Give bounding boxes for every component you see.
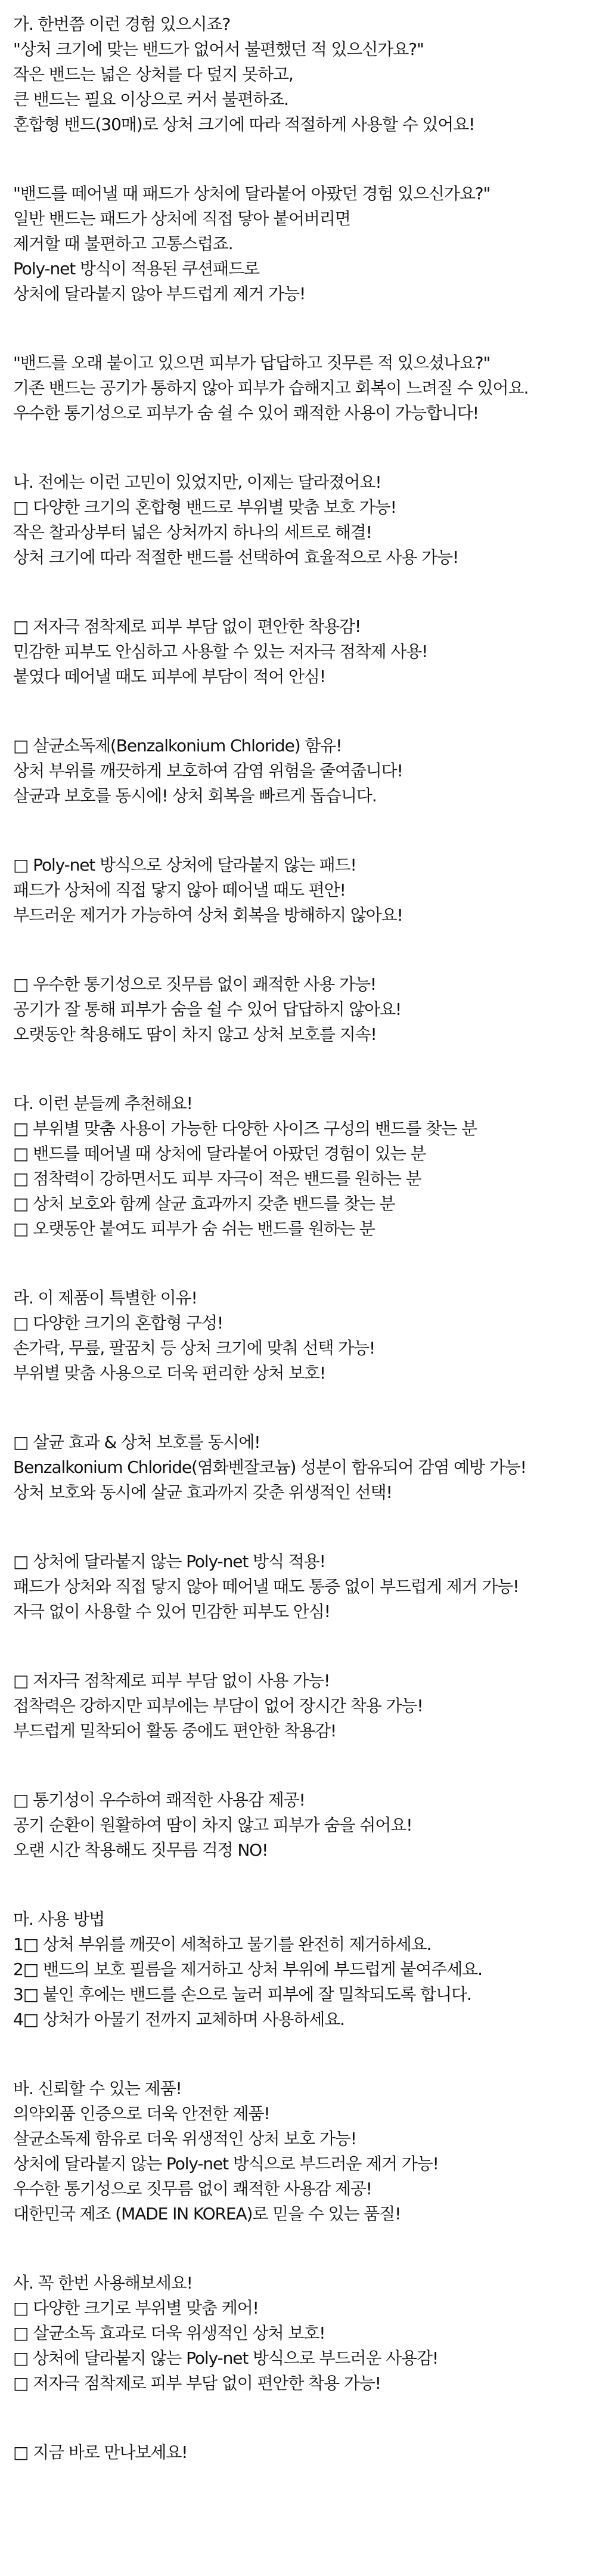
blank-line: [13, 699, 596, 724]
text-line: □ 살균소독제(Benzalkonium Chloride) 함유!: [13, 736, 342, 756]
blank-line: [13, 1395, 596, 1420]
text-line: □ 저자극 점착제로 피부 부담 없이 편안한 착용감!: [13, 617, 361, 636]
text-line: 패드가 상처와 직접 닿지 않아 떼어낼 때도 통증 없이 부드럽게 제거 가능!: [13, 1577, 519, 1596]
text-line: "밴드를 오래 붙이고 있으면 피부가 답답하고 짓무른 적 있으셨나요?": [13, 353, 491, 373]
text-line: □ 저자극 점착제로 피부 부담 없이 사용 가능!: [13, 1671, 330, 1690]
text-line: 패드가 상처에 직접 닿지 않아 떼어낼 때도 편안!: [13, 880, 346, 900]
text-line: 라. 이 제품이 특별한 이유!: [13, 1288, 197, 1308]
text-line: □ 상처에 달라붙지 않는 Poly-net 방식 적용!: [13, 1552, 325, 1571]
text-line: 공기가 잘 통해 피부가 숨을 쉴 수 있어 답답하지 않아요!: [13, 999, 402, 1019]
text-line: 살균소독제 함유로 더욱 위생적인 상처 보호 가능!: [13, 2129, 356, 2148]
text-line: 상처 크기에 따라 적절한 밴드를 선택하여 효율적으로 사용 가능!: [13, 547, 459, 567]
blank-line: [13, 1753, 596, 1778]
text-line: 살균과 보호를 동시에! 상처 회복을 빠르게 돕습니다.: [13, 786, 377, 806]
text-line: 작은 밴드는 넓은 상처를 다 덮지 못하고,: [13, 64, 293, 84]
text-line: 오랫동안 착용해도 땀이 차지 않고 상처 보호를 지속!: [13, 1024, 377, 1044]
text-line: 손가락, 무릎, 팔꿈치 등 상처 크기에 맞춰 선택 가능!: [13, 1338, 375, 1358]
text-line: 붙였다 떼어낼 때도 피부에 부담이 적어 안심!: [13, 667, 325, 686]
blank-line: [13, 2405, 596, 2431]
text-line: □ 다양한 크기의 혼합형 밴드로 부위별 맞춤 보호 가능!: [13, 497, 396, 517]
text-line: 가. 한번쯤 이런 경험 있으시죠?: [13, 14, 231, 34]
text-line: 의약외품 인증으로 더욱 안전한 제품!: [13, 2104, 270, 2123]
text-line: 부위별 맞춤 사용으로 더욱 편리한 상처 보호!: [13, 1363, 325, 1383]
text-line: "상처 크기에 맞는 밴드가 없어서 불편했던 적 있으신가요?": [13, 39, 424, 59]
text-line: 부드러운 제거가 가능하여 상처 회복을 방해하지 않아요!: [13, 905, 403, 925]
text-line: 마. 사용 방법: [13, 1909, 105, 1929]
text-line: 상처에 달라붙지 않는 Poly-net 방식으로 부드러운 제거 가능!: [13, 2154, 439, 2174]
text-line: □ 살균소독 효과로 더욱 위생적인 상처 보호!: [13, 2323, 325, 2343]
text-line: 나. 전에는 이런 고민이 있었지만, 이제는 달라졌어요!: [13, 472, 381, 492]
blank-line: [13, 818, 596, 843]
text-line: Poly-net 방식이 적용된 쿠션패드로: [13, 259, 259, 278]
text-line: 사. 꼭 한번 사용해보세요!: [13, 2273, 193, 2293]
text-line: "밴드를 떼어낼 때 패드가 상처에 달라붙어 아팠던 경험 있으신가요?": [13, 184, 491, 203]
text-line: 기존 밴드는 공기가 통하지 않아 피부가 습해지고 회복이 느려질 수 있어요.: [13, 378, 529, 398]
text-line: □ 상처 보호와 함께 살균 효과까지 갖춘 밴드를 찾는 분: [13, 1194, 395, 1213]
text-line: 1□ 상처 부위를 깨끗이 세척하고 물기를 완전히 제거하세요.: [13, 1934, 432, 1954]
blank-line: [13, 435, 596, 460]
text-line: □ 지금 바로 만나보세요!: [13, 2442, 188, 2462]
text-line: □ 다양한 크기로 부위별 맞춤 케어!: [13, 2298, 259, 2318]
text-line: 큰 밴드는 필요 이상으로 커서 불편하죠.: [13, 89, 288, 109]
text-line: 접착력은 강하지만 피부에는 부담이 없어 장시간 착용 가능!: [13, 1696, 423, 1716]
blank-line: [13, 1251, 596, 1276]
text-line: 상처에 달라붙지 않아 부드럽게 제거 가능!: [13, 284, 306, 304]
text-line: □ Poly-net 방식으로 상처에 달라붙지 않는 패드!: [13, 855, 356, 875]
text-line: □ 상처에 달라붙지 않는 Poly-net 방식으로 부드러운 사용감!: [13, 2348, 439, 2368]
blank-line: [13, 316, 596, 341]
text-line: 바. 신뢰할 수 있는 제품!: [13, 2079, 182, 2098]
text-line: 우수한 통기성으로 짓무름 없이 쾌적한 사용감 제공!: [13, 2179, 372, 2199]
blank-line: [13, 2042, 596, 2067]
text-line: □ 오랫동안 붙여도 피부가 숨 쉬는 밴드를 원하는 분: [13, 1219, 375, 1239]
text-line: 혼합형 밴드(30매)로 상처 크기에 따라 적절하게 사용할 수 있어요!: [13, 114, 475, 134]
text-line: □ 저자극 점착제로 피부 부담 없이 편안한 착용 가능!: [13, 2373, 381, 2393]
text-line: □ 통기성이 우수하여 쾌적한 사용감 제공!: [13, 1790, 305, 1810]
text-line: 4□ 상처가 아물기 전까지 교체하며 사용하세요.: [13, 2010, 344, 2029]
text-line: □ 다양한 크기의 혼합형 구성!: [13, 1313, 224, 1333]
text-line: 작은 찰과상부터 넓은 상처까지 하나의 세트로 해결!: [13, 522, 372, 542]
text-line: 대한민국 제조 (MADE IN KOREA)로 믿을 수 있는 품질!: [13, 2204, 401, 2224]
text-line: □ 밴드를 떼어낼 때 상처에 달라붙어 아팠던 경험이 있는 분: [13, 1144, 426, 1163]
text-line: 상처 보호와 동시에 살균 효과까지 갖춘 위생적인 선택!: [13, 1482, 392, 1502]
blank-line: [13, 1634, 596, 1659]
text-line: 3□ 붙인 후에는 밴드를 손으로 눌러 피부에 잘 밀착되도록 합니다.: [13, 1984, 471, 2004]
text-line: □ 점착력이 강하면서도 피부 자극이 적은 밴드를 원하는 분: [13, 1169, 421, 1188]
text-line: □ 우수한 통기성으로 짓무름 없이 쾌적한 사용 가능!: [13, 974, 377, 994]
text-line: □ 부위별 맞춤 사용이 가능한 다양한 사이즈 구성의 밴드를 찾는 분: [13, 1119, 477, 1138]
text-line: 민감한 피부도 안심하고 사용할 수 있는 저자극 점착제 사용!: [13, 642, 428, 661]
text-line: 상처 부위를 깨끗하게 보호하여 감염 위험을 줄여줍니다!: [13, 761, 403, 781]
blank-line: [13, 2236, 596, 2261]
text-line: 우수한 통기성으로 피부가 숨 쉴 수 있어 쾌적한 사용이 가능합니다!: [13, 403, 479, 423]
text-line: □ 살균 효과 & 상처 보호를 동시에!: [13, 1432, 260, 1452]
text-line: Benzalkonium Chloride(염화벤잘코늄) 성분이 함유되어 감염 예방 가능!: [13, 1457, 526, 1477]
blank-line: [13, 1872, 596, 1897]
text-line: 부드럽게 밀착되어 활동 중에도 편안한 착용감!: [13, 1721, 337, 1741]
text-line: 제거할 때 불편하고 고통스럽죠.: [13, 234, 233, 253]
blank-line: [13, 1057, 596, 1082]
text-line: 2□ 밴드의 보호 필름을 제거하고 상처 부위에 부드럽게 붙여주세요.: [13, 1959, 482, 1979]
blank-line: [13, 937, 596, 962]
blank-line: [13, 1515, 596, 1540]
text-line: 자극 없이 사용할 수 있어 민감한 피부도 안심!: [13, 1602, 330, 1621]
text-line: 일반 밴드는 패드가 상처에 직접 닿아 붙어버리면: [13, 209, 350, 228]
text-line: 오랜 시간 착용해도 짓무름 걱정 NO!: [13, 1840, 268, 1860]
text-line: 공기 순환이 원활하여 땀이 차지 않고 피부가 숨을 쉬어요!: [13, 1815, 412, 1835]
text-line: 다. 이런 분들께 추천해요!: [13, 1094, 193, 1113]
blank-line: [13, 147, 596, 172]
blank-line: [13, 580, 596, 605]
